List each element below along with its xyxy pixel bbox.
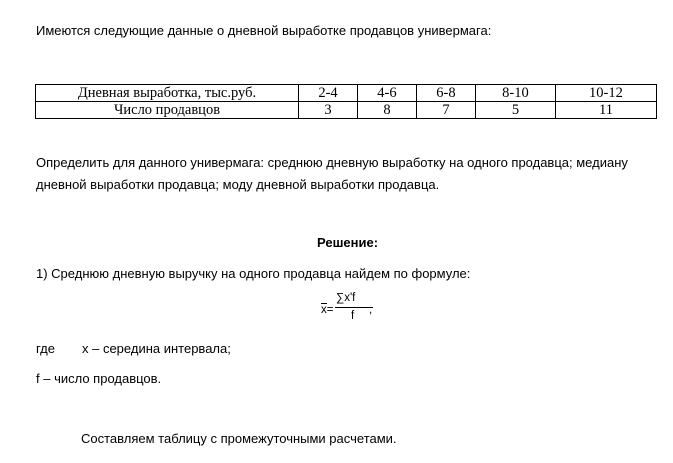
solution-heading: Решение:: [317, 235, 379, 250]
table-row: [36, 85, 657, 102]
table-cell: 4-6: [357, 85, 416, 102]
formula-denominator: f: [351, 310, 355, 322]
formula-numerator: ∑x'f: [336, 292, 356, 304]
formula-lhs: x=: [321, 304, 334, 316]
table-row: [36, 102, 657, 119]
table-cell: 11: [555, 102, 656, 119]
where-label: где: [36, 341, 55, 356]
table-cell: 7: [416, 102, 475, 119]
fraction-line: [335, 307, 373, 308]
data-table: [35, 84, 657, 119]
task-text-line-1: Определить для данного универмага: среднюю дневную выработку на одного продавца; медиану: [36, 155, 628, 170]
problem-intro: Имеются следующие данные о дневной выработке продавцов универмага:: [36, 23, 492, 38]
solution-step-1: 1) Среднюю дневную выручку на одного продавца найдем по формуле:: [36, 266, 471, 281]
x-definition: x – середина интервала;: [82, 341, 231, 356]
table-cell: 10-12: [555, 85, 656, 102]
table-note: Составляем таблицу с промежуточными расчетами.: [81, 431, 397, 446]
formula-trailing: ,: [369, 304, 373, 316]
task-text-line-2: дневной выработки продавца; моду дневной выработки продавца.: [36, 177, 440, 192]
table-cell: 2-4: [299, 85, 358, 102]
table-cell: 5: [475, 102, 555, 119]
table-cell-row-label: Дневная выработка, тыс.руб.: [36, 85, 299, 102]
table-cell: 6-8: [416, 85, 475, 102]
table-cell-row-label: Число продавцов: [36, 102, 299, 119]
table-cell: 3: [299, 102, 358, 119]
table-cell: 8-10: [475, 85, 555, 102]
f-definition: f – число продавцов.: [36, 371, 162, 386]
table-cell: 8: [357, 102, 416, 119]
